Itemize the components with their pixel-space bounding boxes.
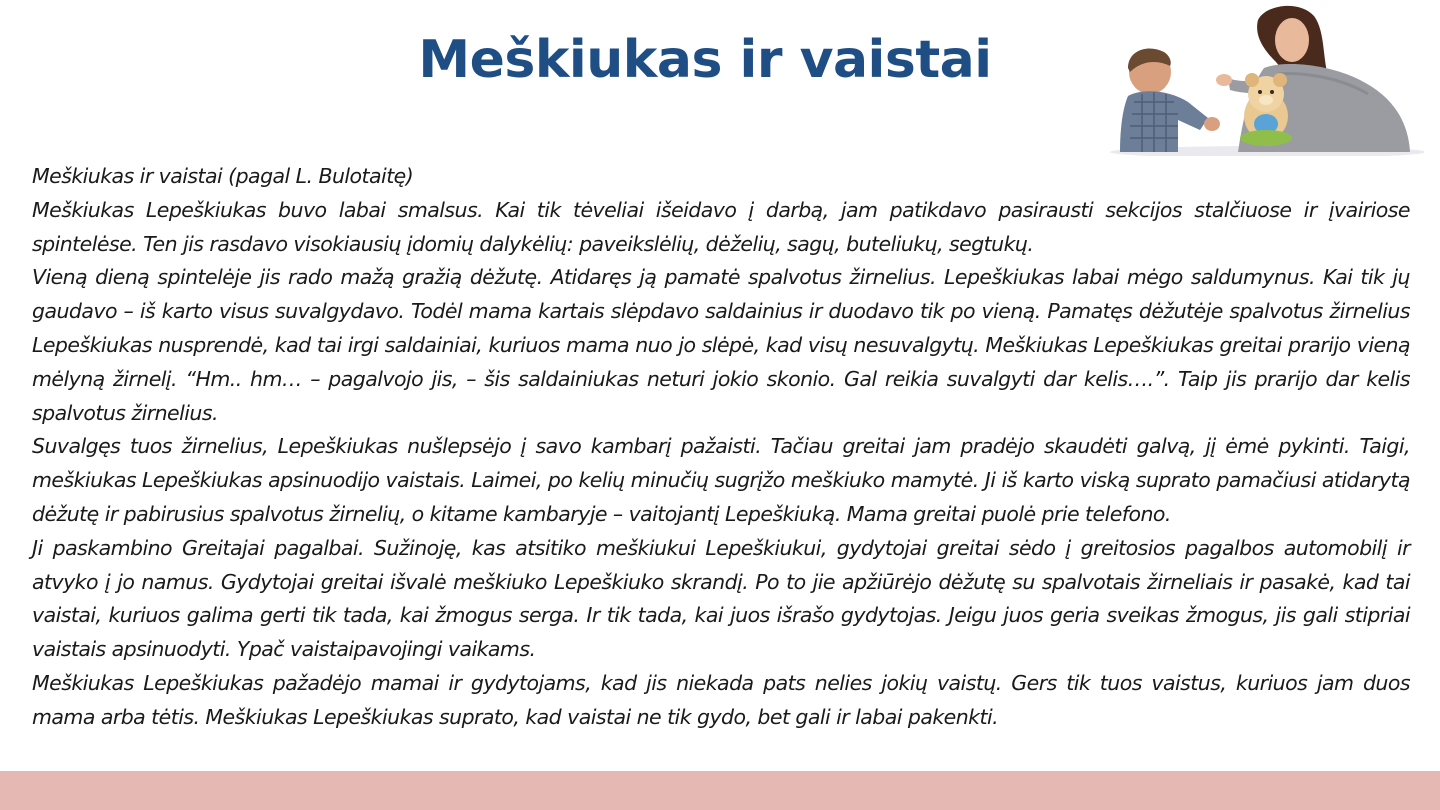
story-text <box>32 160 1410 735</box>
story-paragraph: Meškiukas Lepeškiukas pažadėjo mamai ir gydytojams, kad jis niekada pats nelies jokių vaistų. Gers tik tuos vaistus, kuriuos jam duos mama arba tėtis. Meškiukas Lepeškiukas suprato, kad vaistai ne tik gydo, bet gali ir labai pakenkti. <box>32 670 1410 729</box>
footer-band <box>0 771 1440 810</box>
story-paragraph: Meškiukas Lepeškiukas buvo labai smalsus. Kai tik tėveliai išeidavo į darbą, jam patikdavo pasirausti sekcijos stalčiuose ir įvairiose spintelėse. Ten jis rasdavo visokiausių įdomių dalykėlių: paveikslėlių, dėželių, sagų, buteliukų, segtukų. <box>32 197 1410 256</box>
story-paragraph: Vieną dieną spintelėje jis rado mažą gražią dėžutę. Atidaręs ją pamatė spalvotus žirnelius. Lepeškiukas labai mėgo saldumynus. Kai tik jų gaudavo – iš karto visus suvalgydavo. Todėl mama kartais slėpdavo saldainius ir duodavo tik po vieną. Pamatęs dėžutėje spalvotus žirnelius Lepeškiukas nusprendė, kad tai irgi saldainiai, kuriuos mama nuo jo slėpė, kad visų nesuvalgytų. Meškiukas Lepeškiukas greitai prarijo vieną mėlyną žirnelį. “Hm.. hm… – pagalvojo jis, – šis saldainiukas neturi jokio skonio. Gal reikia suvalgyti dar kelis….”. Taip jis prarijo dar kelis spalvotus žirnelius. <box>32 265 1410 425</box>
story-paragraph: Ji paskambino Greitajai pagalbai. Sužinoję, kas atsitiko meškiukui Lepeškiukui, gydytojai greitai sėdo į greitosios pagalbos automobilį ir atvyko į jo namus. Gydytojai greitai išvalė meškiuko Lepeškiuko skrandį. Po to jie apžiūrėjo dėžutę su spalvotais žirneliais ir pasakė, kad tai vaistai, kuriuos galima gerti tik tada, kai žmogus serga. Ir tik tada, kai juos išrašo gydytojas. Jeigu juos geria sveikas žmogus, jis gali stipriai vaistais apsinuodyti. Ypač vaistaipavojingi vaikams. <box>32 535 1410 662</box>
mother-child-teddy-photo <box>1108 2 1424 156</box>
story-paragraph: Suvalgęs tuos žirnelius, Lepeškiukas nušlepsėjo į savo kambarį pažaisti. Tačiau greitai jam pradėjo skaudėti galvą, jį ėmė pykinti. Taigi, meškiukas Lepeškiukas apsinuodijo vaistais. Laimei, po kelių minučių sugrįžo meškiuko mamytė. Ji iš karto viską suprato pamačiusi atidarytą dėžutę ir pabirusius spalvotus žirnelių, o kitame kambaryje – vaitojantį Lepeškiuką. Mama greitai puolė prie telefono. <box>32 434 1410 526</box>
story-subtitle: Meškiukas ir vaistai (pagal L. Bulotaitę) <box>32 164 414 188</box>
slide-title: Meškiukas ir vaistai <box>418 30 992 90</box>
